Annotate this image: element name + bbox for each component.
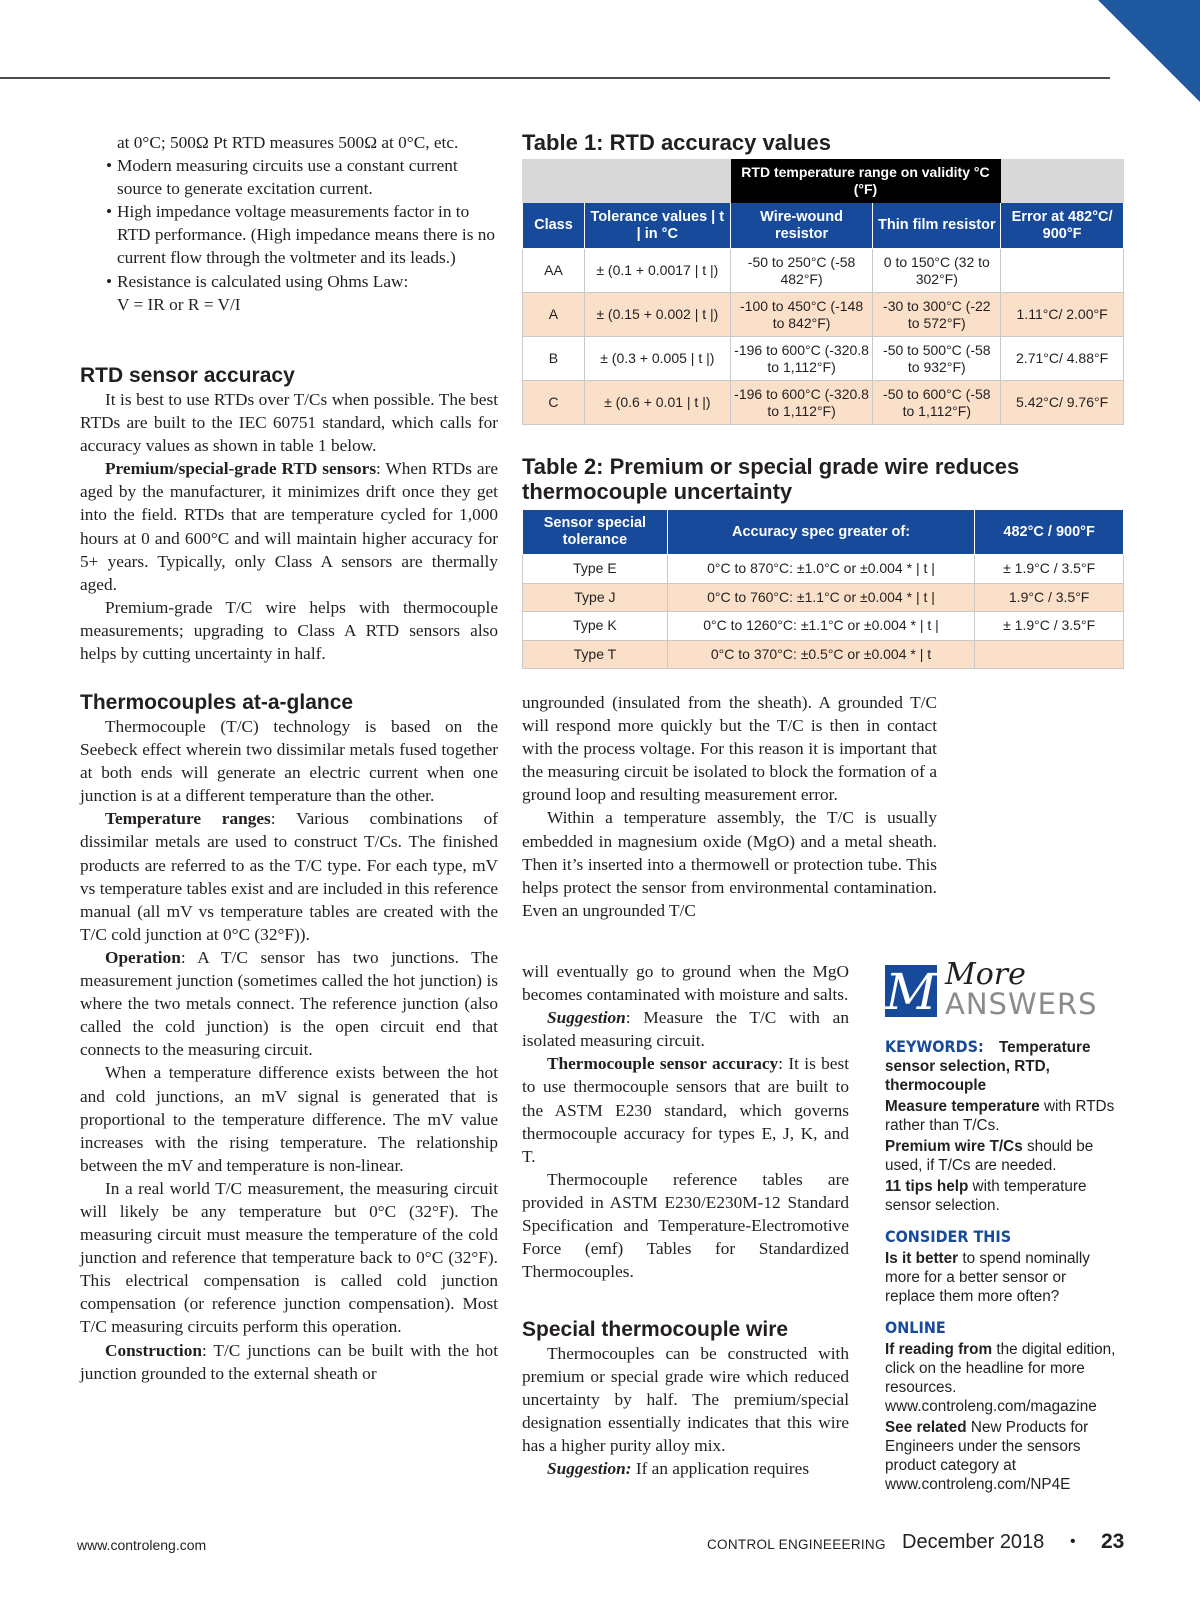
footer-date: December 2018 [902,1531,1045,1553]
range-header: RTD temperature range on validity °C (°F) [730,160,1000,203]
table-cell: 1.11°C/ 2.00°F [1001,293,1124,337]
logo-answers-text: ANSWERS [945,987,1098,1021]
right-column-narrow [522,960,849,1283]
table-cell: B [523,337,585,381]
rtd-accuracy-heading: RTD sensor accuracy [80,364,295,387]
keywords-heading: KEYWORDS: [885,1037,984,1056]
consider-section [885,1227,1120,1306]
more-answers-sidebar [885,957,1120,1494]
col-header-error: Error at 482°C/ 900°F [1001,203,1124,249]
table-cell: 0°C to 760°C: ±1.1°C or ±0.004 * | t | [667,583,974,612]
table-header-row [523,160,1124,203]
corner-accent-triangle [1098,0,1200,102]
consider-text [885,1249,1120,1306]
paragraph: Thermocouples can be constructed with premium or special grade wire which reduced uncertainty by half. The premium/special designation essentially indicates that this wire has a higher purity alloy mix. [522,1344,849,1456]
paragraph-text: : When RTDs are aged by the manufacturer, it minimizes drift once they get into the field. RTDs that are temperature cycled for 1,000 hours at 0 and 600°C and will maintain higher accuracy for 5+ years. Typically, only Class A sensors are thermally aged. [80,459,498,594]
paragraph [80,457,498,596]
table-cell: 0°C to 1260°C: ±1.1°C or ±0.004 * | t | [667,612,974,641]
footer-magazine: CONTROL ENGINEEERING [707,1537,886,1552]
bullet-glyph: • [106,271,113,291]
col-header-class: Class [523,203,585,249]
table-row [523,381,1124,425]
point-lead: 11 tips help [885,1178,969,1195]
table-cell: Type K [523,612,668,641]
run-in-head: Thermocouple sensor accuracy [547,1054,779,1074]
paragraph: ungrounded (insulated from the sheath). A grounded T/C will respond more quickly but the T/C is then in contact with the process voltage. For this reason it is important that the measuring circuit be isolated to block the formation of a ground loop and resulting measurement error. [522,693,937,805]
point-lead: Premium wire T/Cs [885,1138,1023,1155]
thermocouples-heading: Thermocouples at-a-glance [80,691,354,714]
online-heading: ONLINE [885,1318,946,1337]
table-cell: ± 1.9°C / 3.5°F [975,612,1124,641]
table-cell: -50 to 500°C (-58 to 932°F) [873,337,1001,381]
paragraph: will eventually go to ground when the MgO becomes contaminated with moisture and salts. [522,962,849,1005]
table-cell: 2.71°C/ 4.88°F [1001,337,1124,381]
table-row [523,612,1124,641]
table-cell: 0°C to 870°C: ±1.0°C or ±0.004 * | t | [667,555,974,584]
rtd-accuracy-body [80,388,498,665]
paragraph [80,946,498,1061]
table-cell: ± (0.1 + 0.0017 | t |) [584,249,730,293]
table-cell: -196 to 600°C (-320.8 to 1,112°F) [730,337,873,381]
table-cell: ± (0.3 + 0.005 | t |) [584,337,730,381]
online-section [885,1318,1120,1494]
point-lead: Measure temperature [885,1098,1040,1115]
table-cell: ± (0.6 + 0.01 | t |) [584,381,730,425]
table-cell: -50 to 600°C (-58 to 1,112°F) [873,381,1001,425]
point-lead: See related [885,1419,967,1436]
table-row [523,555,1124,584]
keywords-block [885,1037,1120,1095]
special-wire-heading: Special thermocouple wire [522,1318,789,1341]
thermocouples-body [80,715,498,1385]
paragraph [522,1052,849,1167]
header-blank [1001,160,1124,203]
page-number: 23 [1101,1530,1125,1553]
list-item [80,200,498,269]
footer-url[interactable]: www.controleng.com [77,1537,207,1553]
table-cell: 1.9°C / 3.5°F [975,583,1124,612]
col-header-spec: Accuracy spec greater of: [667,510,974,555]
logo-more-text: More [945,957,1026,992]
consider-heading: CONSIDER THIS [885,1227,1012,1246]
ohms-law-formula: V = IR or R = V/I [117,294,241,314]
table-cell [975,640,1124,669]
table-cell: Type T [523,640,668,669]
bullet-text: Modern measuring circuits use a constant current source to generate excitation current. [117,156,458,199]
col-header-tolerance: Tolerance values | t | in °C [584,203,730,249]
point-text: with RTDs rather than T/Cs. [885,1098,1115,1134]
run-in-head: Suggestion: [547,1459,632,1479]
table-cell: -100 to 450°C (-148 to 842°F) [730,293,873,337]
table1-title: Table 1: RTD accuracy values [522,130,831,155]
list-item [80,154,498,200]
bullet-glyph: • [106,202,113,222]
run-in-head: Construction [105,1340,202,1360]
table-row [523,337,1124,381]
continued-text: at 0°C; 500Ω Pt RTD measures 500Ω at 0°C, etc. [117,133,459,152]
paragraph [522,1457,849,1480]
run-in-head: Operation [105,947,181,967]
paragraph [522,1006,849,1052]
bullet-glyph: • [106,156,113,176]
table-cell: ± 1.9°C / 3.5°F [975,555,1124,584]
logo-m-icon: M [885,963,937,1021]
top-rule [0,77,1110,79]
keyword-point [885,1177,1120,1215]
paragraph: Premium-grade T/C wire helps with thermocouple measurements; upgrading to Class A RTD sensors also helps by cutting uncertainty in half. [80,597,498,664]
table2-title: Table 2: Premium or special grade wire reduces thermocouple uncertainty [522,454,1020,504]
point-text: New Products for Engineers under the sensors product category at [885,1419,1089,1474]
right-column-body [522,691,937,922]
paragraph-text: : Measure the T/C with an isolated measuring circuit. [522,1008,849,1051]
point-text: to spend nominally more for a better sensor or replace them more often? [885,1250,1090,1305]
run-in-head: Suggestion [547,1008,626,1028]
magazine-link[interactable]: www.controleng.com/magazine [885,1398,1097,1415]
table-cell: Type E [523,555,668,584]
point-text: should be used, if T/Cs are needed. [885,1138,1094,1174]
footer-bullet: • [1070,1533,1076,1550]
table-cell: ± (0.15 + 0.002 | t |) [584,293,730,337]
run-in-head: Premium/special-grade RTD sensors [105,459,377,479]
keyword-point [885,1137,1120,1175]
table-cell: Type J [523,583,668,612]
bullet-text: Resistance is calculated using Ohms Law: [117,271,409,291]
keyword-point [885,1097,1120,1135]
table-cell: AA [523,249,585,293]
col-header-value: 482°C / 900°F [975,510,1124,555]
col-header-thin-film: Thin film resistor [873,203,1001,249]
paragraph: It is best to use RTDs over T/Cs when possible. The best RTDs are built to the IEC 60751 standard, which calls for accuracy values as shown in table 1 below. [80,390,498,456]
col-header-type: Sensor special tolerance [523,510,668,555]
rtd-accuracy-table [522,159,1124,425]
table-cell: 0°C to 370°C: ±0.5°C or ±0.004 * | t [667,640,974,669]
special-wire-body [522,1342,849,1481]
list-item [80,270,498,293]
col-header-wire-wound: Wire-wound resistor [730,203,873,249]
table-row [523,249,1124,293]
paragraph: When a temperature difference exists between the hot and cold junctions, an mV signal is generated that is proportional to the temperature difference. The mV value increases with the rising temperature. The relationship between the mV and temperature is non-linear. [80,1063,498,1175]
point-text: with temperature sensor selection. [885,1178,1087,1214]
paragraph [80,807,498,946]
table-cell: C [523,381,585,425]
table-row [523,583,1124,612]
table-header-row [523,203,1124,249]
table-cell: -30 to 300°C (-22 to 572°F) [873,293,1001,337]
paragraph: Thermocouple (T/C) technology is based on the Seebeck effect wherein two dissimilar metals fused together at both ends will generate an electric current when one junction is at a different temperature than the other. [80,717,498,806]
run-in-head: Temperature ranges [105,809,271,829]
table-cell: 0 to 150°C (32 to 302°F) [873,249,1001,293]
paragraph-text: : A T/C sensor has two junctions. The measurement junction (sometimes called the hot junction) is where the two metals connect. The reference junction (also called the cold junction) is the open circuit end that connects to the measuring circuit. [80,947,498,1060]
table-cell [1001,249,1124,293]
point-text: the digital edition, click on the headline for more resources. [885,1341,1116,1396]
point-lead: If reading from [885,1341,993,1358]
paragraph-text: : It is best to use thermocouple sensors that are built to the ASTM E230 standard, which governs thermocouple accuracy for types E, J, K, and T. [522,1054,849,1166]
table-row [523,293,1124,337]
keywords-text: Temperature sensor selection, RTD, thermocouple [885,1039,1091,1094]
paragraph-text: : T/C junctions can be built with the hot junction grounded to the external sheath or [80,1340,498,1383]
thermocouple-wire-table [522,509,1124,669]
bullet-text: High impedance voltage measurements factor in to RTD performance. (High impedance means there is no current flow through the voltmeter and its leads.) [117,202,496,268]
paragraph [80,1339,498,1385]
bullet-list [80,154,498,293]
paragraph: Within a temperature assembly, the T/C is usually embedded in magnesium oxide (MgO) and a metal sheath. Then it’s inserted into a thermowell or protection tube. This helps protect the sensor from environmental contamination. Even an ungrounded T/C [522,808,937,920]
online-point [885,1340,1120,1397]
online-point [885,1418,1120,1475]
table-row [523,640,1124,669]
paragraph-text: If an application requires [631,1459,810,1479]
table-cell: 5.42°C/ 9.76°F [1001,381,1124,425]
table-cell: A [523,293,585,337]
table-header-row [523,510,1124,555]
point-lead: Is it better [885,1250,959,1267]
paragraph: Thermocouple reference tables are provided in ASTM E230/E230M-12 Standard Specification and Temperature-Electromotive Force (emf) Tables for Standardized Thermocouples. [522,1169,849,1282]
paragraph: In a real world T/C measurement, the measuring circuit will likely be any temperature but 0°C (32°F). The measuring circuit must measure the temperature of the cold junction and reference that temperature back to 0°C (32°F). This electrical compensation is called cold junction compensation (or reference junction compensation). Most T/C measuring circuits perform this operation. [80,1178,498,1337]
header-blank [523,160,731,203]
more-answers-logo [885,957,1120,1025]
paragraph-text: : Various combinations of dissimilar metals are used to construct T/Cs. The finished products are referred to as the T/C type. For each type, mV vs temperature tables exist and are included in this reference manual (all mV vs temperature tables are created with the T/C cold junction at 0°C (32°F)). [80,809,498,944]
table-cell: -50 to 250°C (-58 482°F) [730,249,873,293]
left-column-intro [80,131,498,316]
np4e-link[interactable]: www.controleng.com/NP4E [885,1476,1071,1493]
table-cell: -196 to 600°C (-320.8 to 1,112°F) [730,381,873,425]
